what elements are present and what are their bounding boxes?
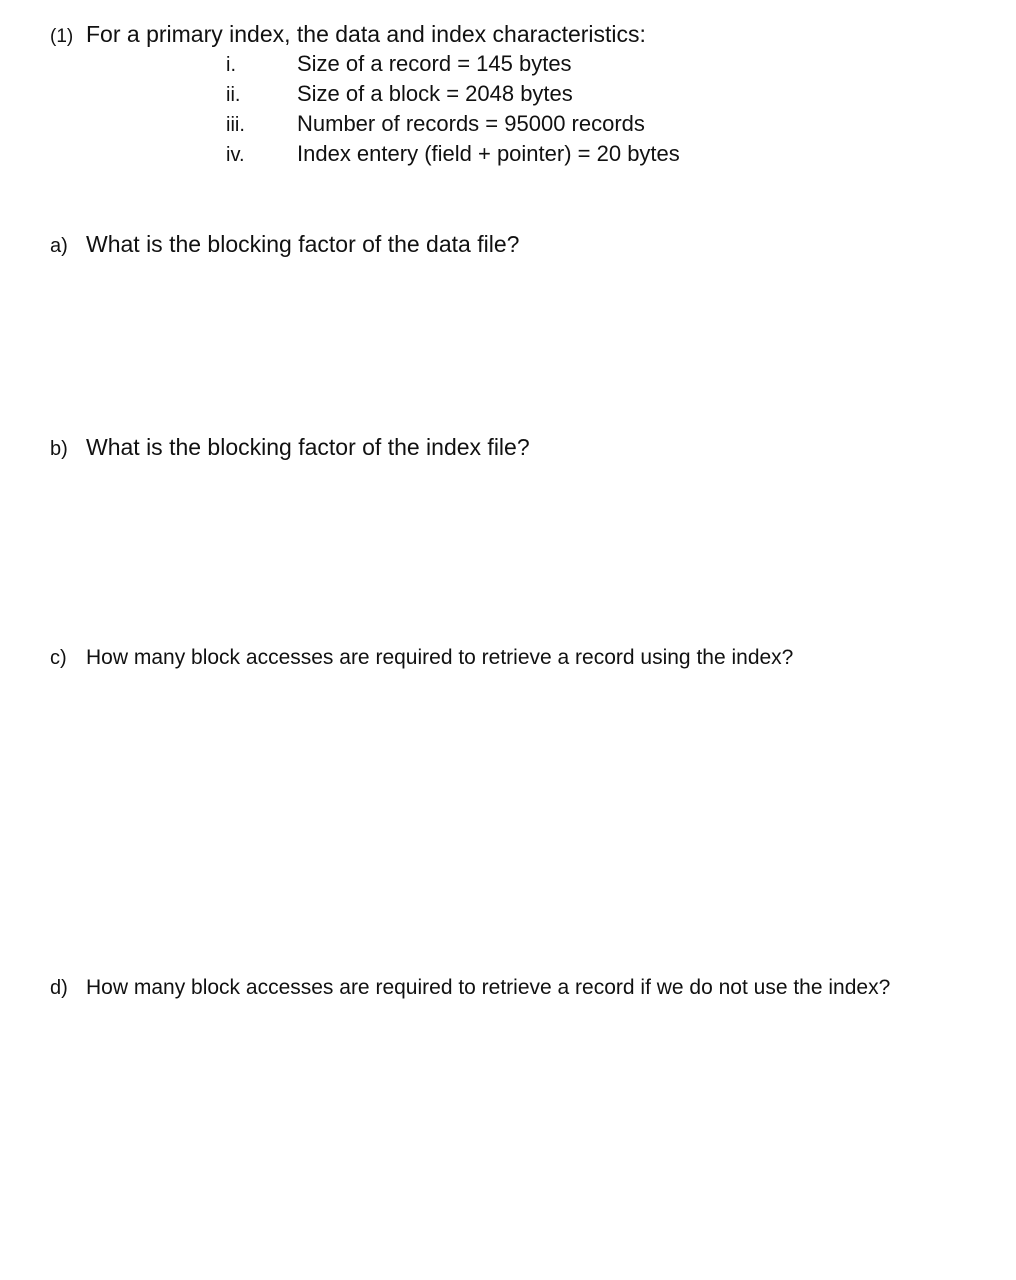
part-label: a) xyxy=(50,235,68,257)
part-c xyxy=(50,644,793,672)
list-item xyxy=(226,50,572,79)
list-item xyxy=(226,140,680,169)
question-heading xyxy=(50,20,646,51)
item-text: Size of a record = 145 bytes xyxy=(297,51,572,76)
part-label: b) xyxy=(50,438,68,460)
question-text: For a primary index, the data and index characteristics: xyxy=(86,21,646,47)
item-numeral: iii. xyxy=(226,114,245,136)
part-b xyxy=(50,433,530,463)
list-item xyxy=(226,110,645,139)
part-label: d) xyxy=(50,977,68,999)
part-text: What is the blocking factor of the data file? xyxy=(86,231,520,257)
part-text: What is the blocking factor of the index file? xyxy=(86,434,530,460)
item-numeral: ii. xyxy=(226,84,241,106)
part-label: c) xyxy=(50,647,67,669)
item-numeral: i. xyxy=(226,54,236,76)
part-text: How many block accesses are required to retrieve a record using the index? xyxy=(86,646,794,669)
item-text: Number of records = 95000 records xyxy=(297,111,645,136)
part-text: How many block accesses are required to retrieve a record if we do not use the index? xyxy=(86,976,891,999)
item-text: Size of a block = 2048 bytes xyxy=(297,81,573,106)
part-d xyxy=(50,974,890,1002)
item-text: Index entery (field + pointer) = 20 bytes xyxy=(297,141,680,166)
list-item xyxy=(226,80,573,109)
item-numeral: iv. xyxy=(226,144,245,166)
part-a xyxy=(50,230,519,260)
question-number: (1) xyxy=(50,26,74,47)
